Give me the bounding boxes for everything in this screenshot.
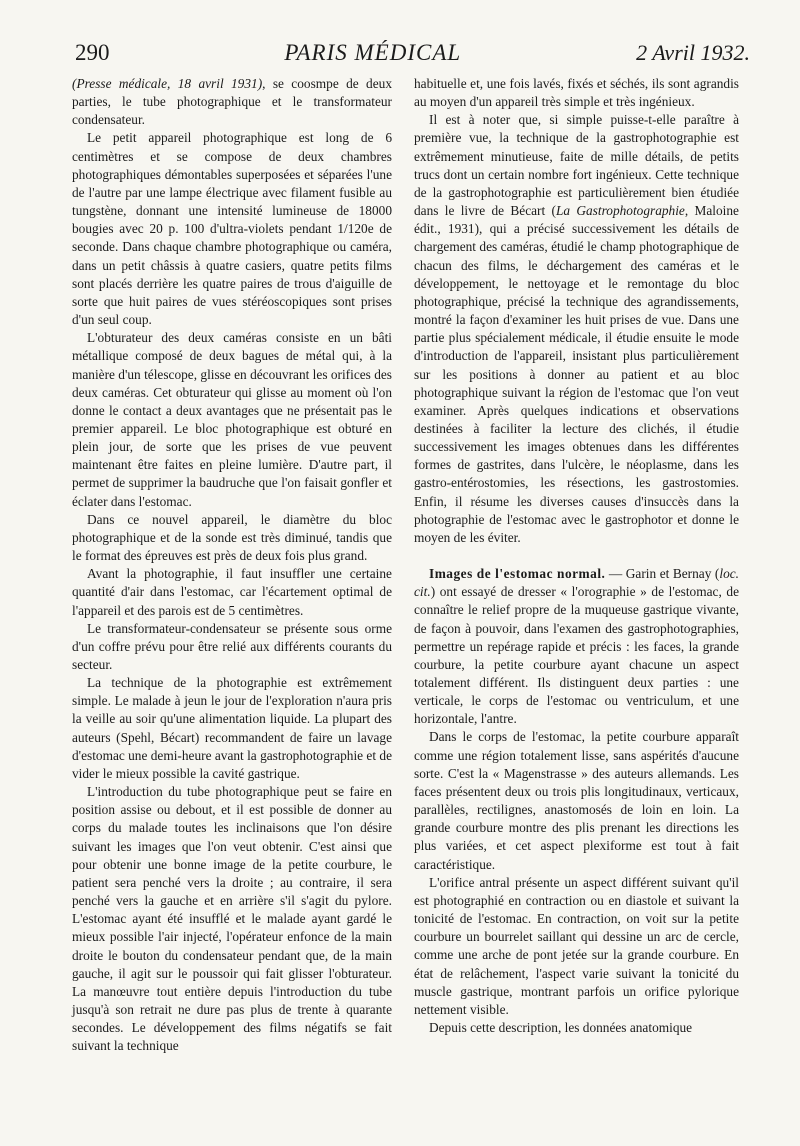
- section-heading: Images de l'estomac normal.: [429, 566, 606, 582]
- issue-date: 2 Avril 1932.: [636, 40, 750, 65]
- paragraph: habituelle et, une fois lavés, fixés et séchés, ils sont agrandis au moyen d'un appareil très simple et très ingénieux.: [414, 76, 739, 110]
- book-title: La Gastrophotographie: [555, 203, 685, 219]
- right-column: [414, 75, 739, 1037]
- paragraph: Dans le corps de l'estomac, la petite courbure apparaît comme une région totalement lisse, sans aspérités d'aucune sorte. C'est la « Magenstrasse » des auteurs allemands. Les faces présentent deux ou trois plis longitudinaux, verticaux, parallèles, rectilignes, anastomosés de loin en loin. La grande courbure montre des plis prenant les directions les plus variées, et cet aspect plexiforme est tout à fait caractéristique.: [414, 729, 739, 872]
- section-paragraph: Images de l'estomac normal. — Garin et Bernay (loc. cit.) ont essayé de dresser « l'orographie » de l'estomac, de connaître le relief propre de la muqueuse gastrique vivante, de façon à pouvoir, dans l'examen des gastrophotographies, permettre un repérage rapide et précis : les faces, la grande courbure, la petite courbure ayant chacune un aspect totalement différent. Ils distinguent deux parties : une verticale, le corps de l'estomac ou ventriculum, et une horizontale, l'antre.: [414, 566, 739, 727]
- paragraph: (Presse médicale, 18 avril 1931), se coosmpe de deux parties, le tube photographique et le transformateur condensateur.: [72, 76, 392, 128]
- paragraph: Le transformateur-condensateur se présente sous orme d'un coffre prévu pour être relié aux différents courants du secteur.: [72, 620, 392, 672]
- paragraph: Dans ce nouvel appareil, le diamètre du bloc photographique et de la sonde est très diminué, tandis que le format des épreuves est près de deux fois plus grand.: [72, 511, 392, 564]
- paragraph: L'introduction du tube photographique peut se faire en position assise ou debout, et il est possible de donner au corps du malade toutes les inclinaisons que l'on désire suivant les images que l'on veut obtenir. C'est ainsi que pour obtenir une bonne image de la petite courbure, le patient sera penché vers la droite ; au contraire, il sera penché vers la gauche et en arrière s'il s'agit du pylore. L'estomac ayant été insufflé et le malade ayant gardé le mieux possible l'air injecté, l'opérateur enfonce de la main droite le bouton du condensateur pendant que, de la main gauche, il agit sur le poussoir qui fait glisser l'obturateur. La manœuvre tout entière depuis l'introduction du tube jusqu'à son retrait ne dure pas plus de trente à quarante secondes. Le développement des films négatifs se fait suivant la technique: [72, 784, 392, 1054]
- paragraph: Il est à noter que, si simple puisse-t-elle paraître à première vue, la technique de la gastrophotographie est extrêmement minutieuse, faite de mille détails, de petits trucs dont un certain nombre fort ingénieux. Cette technique de la gastrophotographie est particulièrement bien étudiée dans le livre de Bécart (La Gastrophotographie, Maloine édit., 1931), qui a précisé successivement les détails de chargement des caméras, étudié le champ photographique de chacun des films, le déchargement des caméras et le développement, le nettoyage et le remontage du bloc photographique, précisé la technique des agrandissements, montré la façon d'examiner les huit prises de vue. Dans une partie plus spécialement médicale, il étudie ensuite le mode d'introduction de l'appareil, insistant plus particulièrement sur les positions à donner au patient et au bloc photographique suivant la région de l'estomac que l'on veut examiner. Après quelques indications et observations destinées à faciliter la lecture des clichés, il étudie successivement les images obtenues dans les différentes formes de gastrites, dans l'ulcère, le néoplasme, dans les gastro-entérostomies, les résections, les gastrostomies. Enfin, il résume les diverses causes d'insuccès dans la photographie de l'estomac avec le gastrophotor et donne le moyen de les éviter.: [414, 112, 739, 545]
- paragraph: L'obturateur des deux caméras consiste en un bâti métallique composé de deux bagues de métal qui, à la manière d'un télescope, glisse en découvrant les orifices des deux caméras. Cet obturateur qui glisse au moment où l'on donne le contact a deux avantages que ne présentait pas le premier appareil. Le bloc photographique est obturé en plein jour, de sorte que les prises de vue peuvent maintenant être faites en pleine lumière. D'autre part, il permet de supprimer la baudruche que l'on faisait gonfler et éclater dans l'estomac.: [72, 330, 392, 509]
- page-number: 290: [75, 40, 110, 65]
- running-header: [75, 40, 750, 72]
- paragraph: Avant la photographie, il faut insuffler une certaine quantité d'air dans l'estomac, car l'écartement optimal de l'appareil et des parois est de 5 centimètres.: [72, 566, 392, 618]
- journal-title: PARIS MÉDICAL: [284, 40, 462, 65]
- paragraph: Le petit appareil photographique est long de 6 centimètres et se compose de deux chambres photographiques démontables superposées et séparées l'une de l'autre par une lampe électrique avec filament fusible au tungstène, donnant une intensité lumineuse de 18000 bougies avec 20 p. 100 d'ultra-violets pendant 1/120e de seconde. Dans chaque chambre photographique ou caméra, dans un petit châssis à quatre casiers, quatre petits films sont placés derrière les quatre paires de trous d'aiguille de sorte que huit paires de vues stéréoscopiques sont prises d'un seul coup.: [72, 130, 392, 328]
- paragraph: La technique de la photographie est extrêmement simple. Le malade à jeun le jour de l'exploration n'aura pris la veille au soir qu'une alimentation liquide. La plupart des auteurs (Spehl, Bécart) recommandent de faire un lavage d'estomac une demi-heure avant la gastrophotographie et de vider le mieux possible la cavité gastrique.: [72, 675, 392, 781]
- left-column: [72, 75, 392, 1055]
- paragraph: L'orifice antral présente un aspect différent suivant qu'il est photographié en contraction ou en diastole et suivant la tonicité de l'estomac. En contraction, on voit sur la petite courbure un bourrelet saillant qui dessine un arc de cercle, comme une arche de pont jetée sur la grande courbure. En état de relâchement, l'aspect varie suivant la tonicité du muscle gastrique, montrant parfois un orifice pylorique nettement visible.: [414, 874, 739, 1017]
- citation: (Presse médicale, 18 avril 1931): [72, 76, 263, 91]
- paragraph: Depuis cette description, les données anatomique: [429, 1019, 693, 1035]
